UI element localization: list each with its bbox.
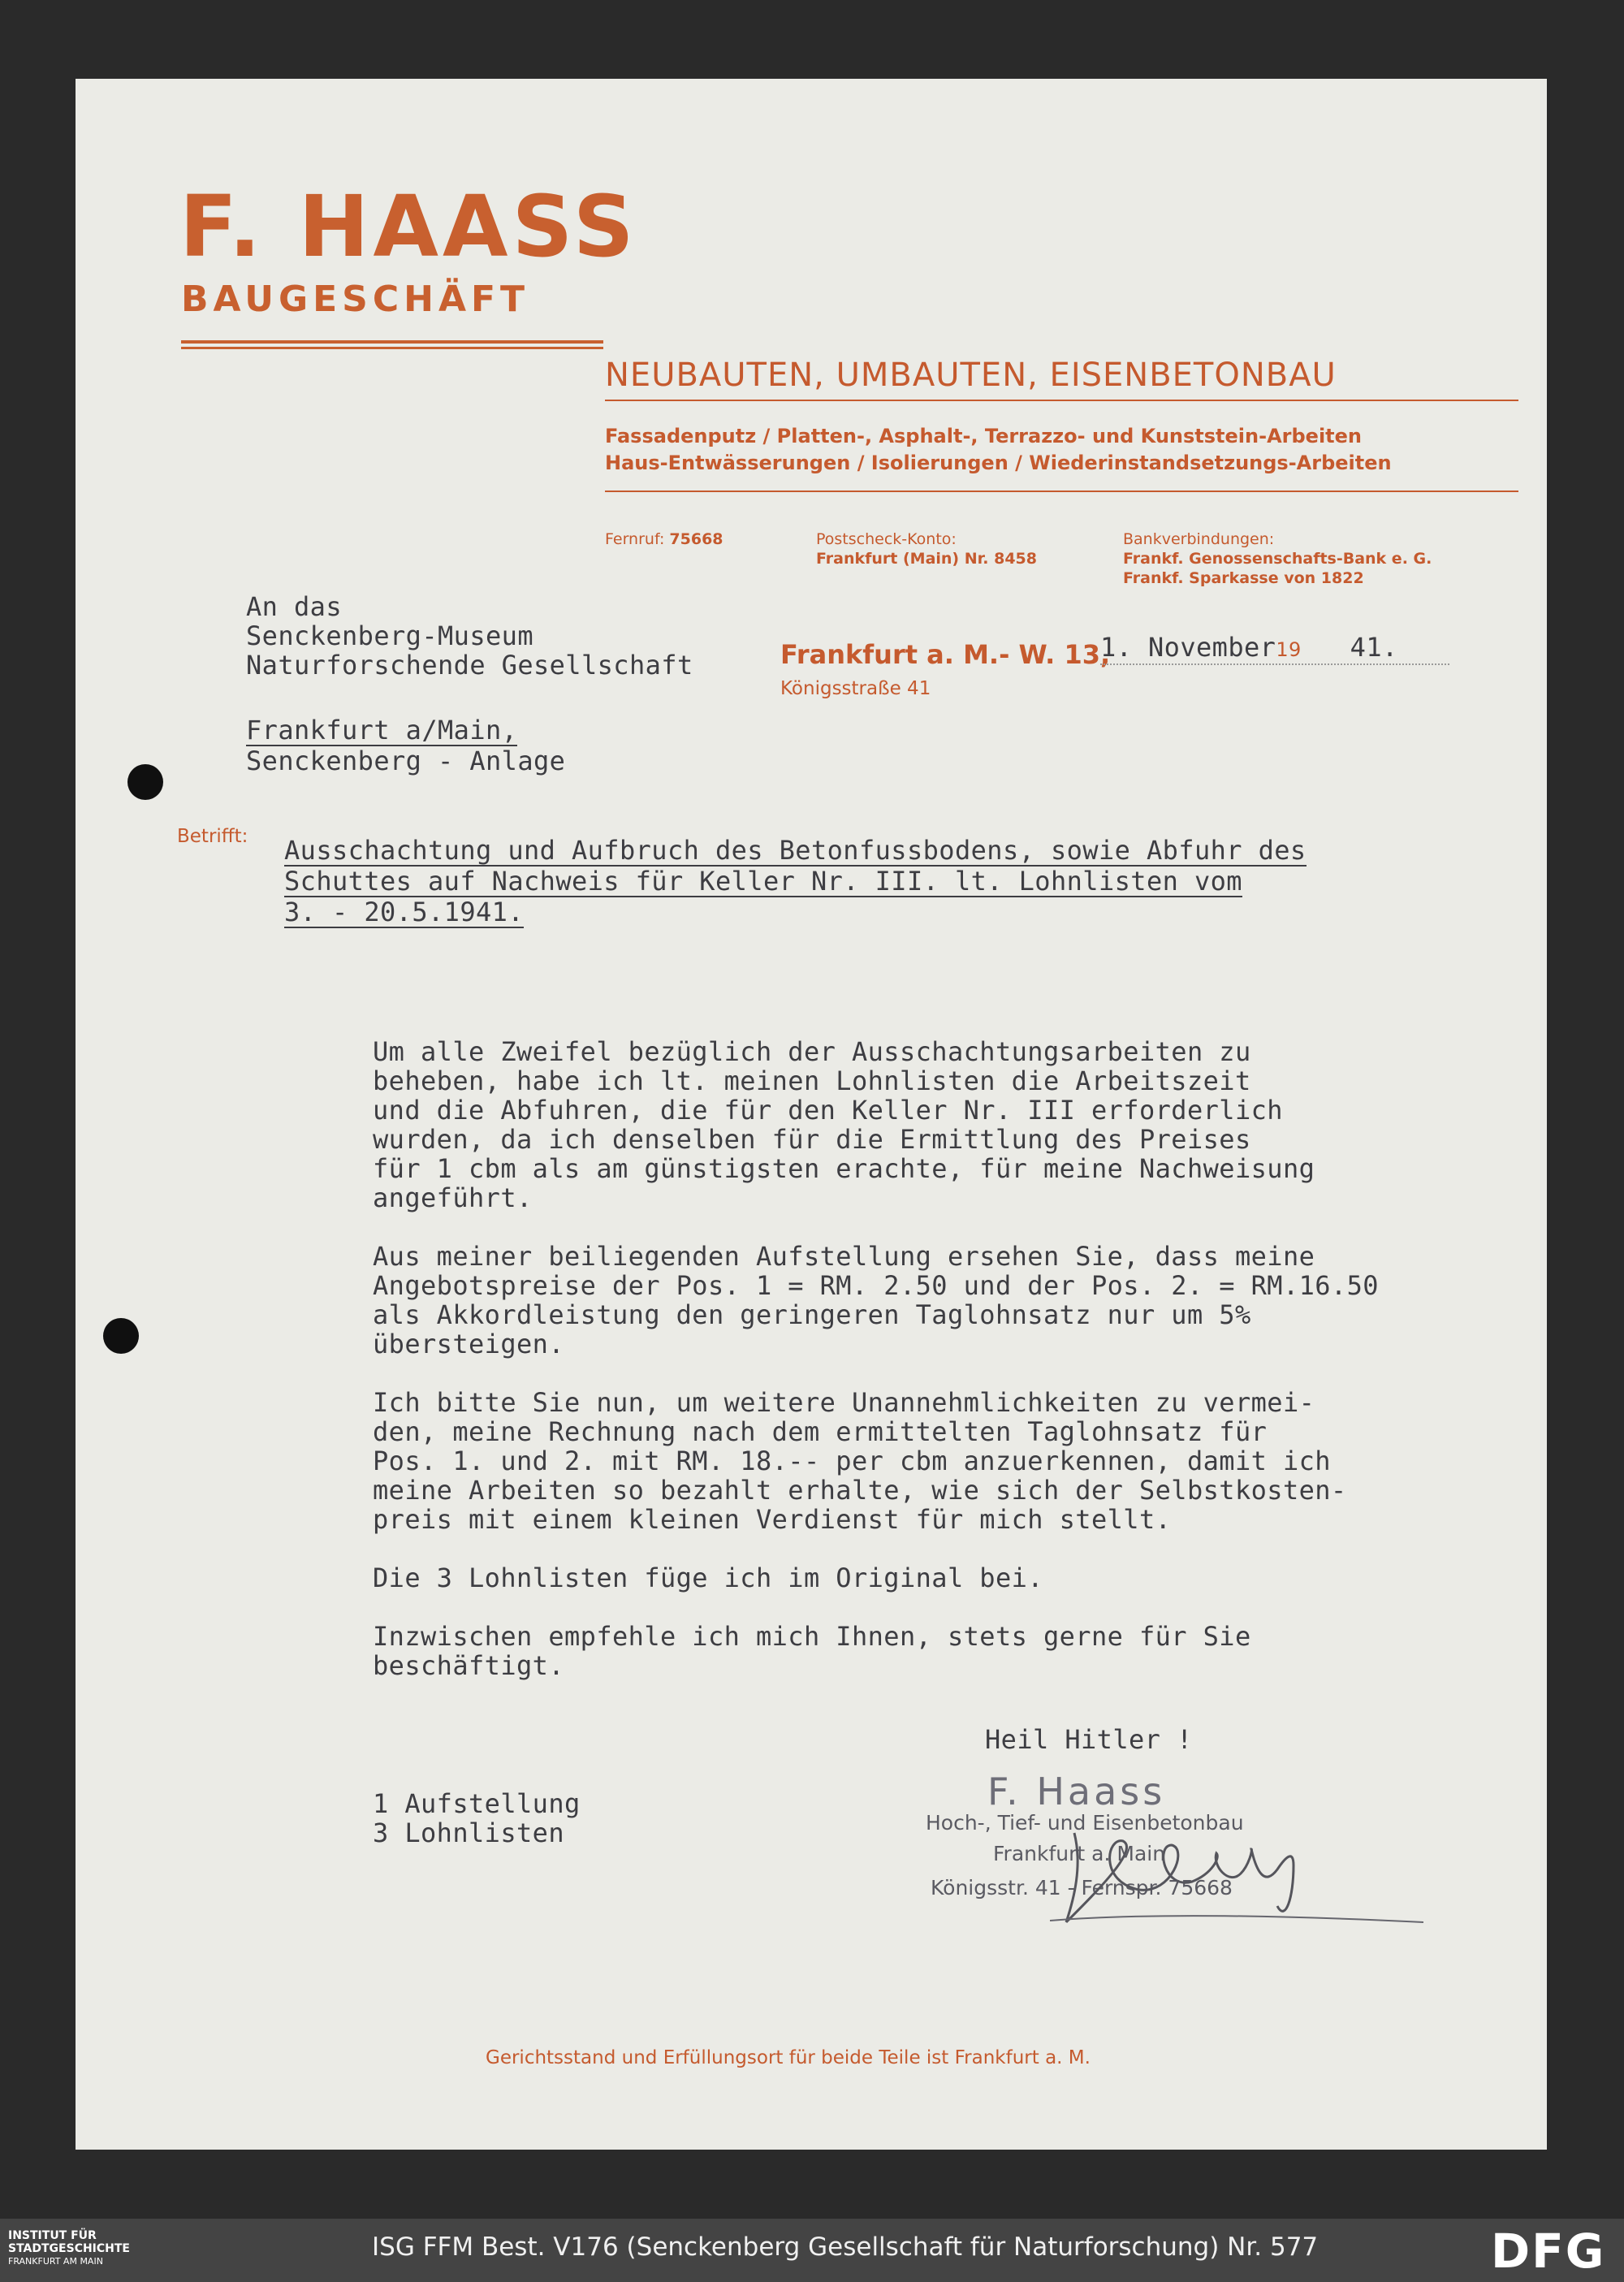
sender-street: Königsstraße 41 [780,678,931,699]
date-dotted-line [1100,663,1449,665]
postal-account-value: Frankfurt (Main) Nr. 8458 [816,550,1038,568]
postal-account-info [816,529,1037,568]
body-paragraph-4: Die 3 Lohnlisten füge ich im Original bei. [373,1562,1043,1593]
archive-logo-line-3: FRANKFURT AM MAIN [8,2256,103,2267]
recipient-address [246,592,693,680]
recipient-city: Frankfurt a/Main, [246,715,518,746]
services-line-1: Fassadenputz / Platten-, Asphalt-, Terrazzo- und Kunststein-Arbeiten [605,425,1363,447]
phone-number: 75668 [669,530,723,548]
bank-2: Frankf. Sparkasse von 1822 [1123,569,1364,587]
stamp-line-2: Frankfurt a. Main [993,1842,1166,1865]
subject-label: Betrifft: [177,826,248,847]
stamp-company-name: F. Haass [987,1770,1166,1813]
archive-caption: ISG FFM Best. V176 (Senckenberg Gesellschaft für Naturforschung) Nr. 577 [372,2232,1319,2262]
date-prefix: 19 [1276,638,1302,661]
logo-rule-2 [181,347,603,349]
stamp-line-1: Hoch-, Tief- und Eisenbetonbau [926,1811,1244,1835]
services-rule-bottom [605,491,1518,492]
body-paragraph-5: Inzwischen empfehle ich mich Ihnen, stets gerne für Sie beschäftigt. [373,1621,1251,1681]
subject-text [284,836,1307,928]
legal-footer: Gerichtsstand und Erfüllungsort für beide Teile ist Frankfurt a. M. [486,2047,1091,2068]
archive-logo-line-1: INSTITUT FÜR [8,2229,97,2242]
closing-greeting: Heil Hitler ! [985,1724,1193,1755]
body-paragraph-1: Um alle Zweifel bezüglich der Ausschachtungsarbeiten zu beheben, habe ich lt. meinen Lohnlisten die Arbeitszeit und die Abfuhren, die für den Keller Nr. III erforderlich wurden, da ich denselben für die Ermittlung des Preises für 1 cbm als am günstigsten erachte, für meine Nachweisung angeführt. [373,1036,1315,1213]
subject-line-3: 3. - 20.5.1941. [284,897,524,927]
logo-rule-1 [181,340,603,344]
recipient-city-block [246,715,565,776]
enclosure-1: 1 Aufstellung [373,1788,581,1819]
postal-account-label: Postscheck-Konto: [816,530,957,548]
dfg-logo: DFG [1491,2224,1606,2279]
recipient-line-2: Senckenberg-Museum [246,620,533,651]
stamp-line-3: Königsstr. 41 - Fernspr. 75668 [931,1876,1233,1900]
bank-1: Frankf. Genossenschafts-Bank e. G. [1123,550,1432,568]
phone-info [605,529,723,549]
recipient-street: Senckenberg - Anlage [246,746,566,776]
services-title: NEUBAUTEN, UMBAUTEN, EISENBETONBAU [605,357,1337,394]
phone-label: Fernruf: [605,530,665,548]
recipient-line-1: An das [246,591,342,622]
letter-body [373,1037,1379,1680]
letter-date [1100,633,1398,664]
sender-city: Frankfurt a. M.- W. 13, [780,639,1111,670]
letter-page [76,79,1547,2150]
date-day-month: 1. November [1100,632,1276,663]
services-line-2: Haus-Entwässerungen / Isolierungen / Wiederinstandsetzungs-Arbeiten [605,452,1392,474]
enclosure-2: 3 Lohnlisten [373,1817,564,1848]
enclosures-list [373,1789,581,1848]
handwritten-signature [1050,1817,1423,1930]
archive-logo-line-2: STADTGESCHICHTE [8,2242,130,2255]
recipient-line-3: Naturforschende Gesellschaft [246,650,693,681]
date-year: 41. [1350,632,1398,663]
company-logo-name: F. HAASS [179,177,638,276]
subject-line-2: Schuttes auf Nachweis für Keller Nr. III. lt. Lohnlisten vom [284,866,1242,897]
services-rule-top [605,400,1518,401]
punch-hole-2 [103,1318,139,1354]
company-logo-type: BAUGESCHÄFT [181,279,530,320]
bank-label: Bankverbindungen: [1123,530,1275,548]
bank-info [1123,529,1432,588]
body-paragraph-2: Aus meiner beiliegenden Aufstellung ersehen Sie, dass meine Angebotspreise der Pos. 1 = RM. 2.50 und der Pos. 2. = RM.16.50 als Akkordleistung den geringeren Taglohnsatz nur um 5% übersteigen. [373,1241,1379,1359]
subject-line-1: Ausschachtung und Aufbruch des Betonfussbodens, sowie Abfuhr des [284,835,1307,866]
punch-hole-1 [127,764,163,800]
body-paragraph-3: Ich bitte Sie nun, um weitere Unannehmlichkeiten zu vermei- den, meine Rechnung nach dem ermittelten Taglohnsatz für Pos. 1. und 2. mit RM. 18.-- per cbm anzuerkennen, damit ich meine Arbeiten so bezahlt erhalte, wie sich der Selbstkosten- preis mit einem kleinen Verdienst für mich stellt. [373,1387,1347,1535]
archive-institute-logo [8,2229,130,2268]
